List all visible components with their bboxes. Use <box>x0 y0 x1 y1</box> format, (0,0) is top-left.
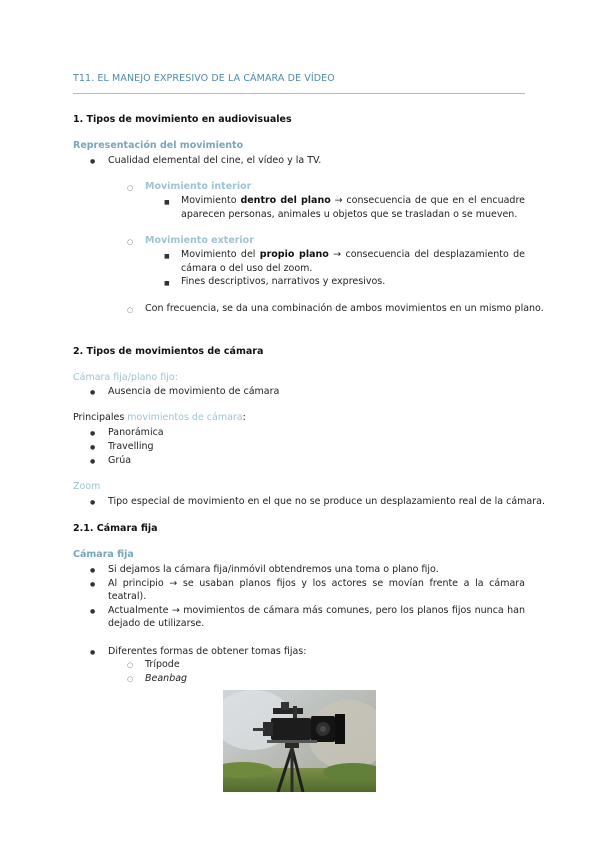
list-item: Panorámica <box>108 427 164 438</box>
bullet-square: ■ <box>164 253 170 260</box>
principales-line: Principales movimientos de cámara: <box>73 412 246 423</box>
list-item-continuation: aparecen personas, animales u objetos que se trasladan o se mueven. <box>181 209 518 220</box>
bullet-circle: ○ <box>127 675 134 683</box>
list-item: Diferentes formas de obtener tomas fijas: <box>108 646 307 657</box>
bullet-circle: ○ <box>127 238 134 246</box>
list-item: Tipo especial de movimiento en el que no se produce un desplazamiento real de la cámara. <box>108 496 545 507</box>
list-item: Al principio → se usaban planos fijos y los actores se movían frente a la cámara <box>108 578 525 589</box>
camera-tripod-photo <box>223 690 376 792</box>
bullet-circle: ○ <box>127 184 134 192</box>
list-item: Con frecuencia, se da una combinación de ambos movimientos en un mismo plano. <box>145 303 544 314</box>
section-2-1-heading: 2.1. Cámara fija <box>73 523 158 534</box>
list-item: Movimiento del propio plano → consecuencia del desplazamiento de <box>181 249 525 260</box>
subheading-camara-fija: Cámara fija <box>73 549 134 560</box>
bullet-dot: ● <box>90 430 96 437</box>
list-item: Trípode <box>145 659 180 670</box>
list-item: Beanbag <box>145 673 188 684</box>
list-item-continuation: teatral). <box>108 591 147 602</box>
subheading-interior: Movimiento interior <box>145 181 252 192</box>
bullet-dot: ● <box>90 581 96 588</box>
subheading-exterior: Movimiento exterior <box>145 235 254 246</box>
bullet-dot: ● <box>90 649 96 656</box>
bullet-dot: ● <box>90 499 96 506</box>
bullet-dot: ● <box>90 444 96 451</box>
section-1-heading: 1. Tipos de movimiento en audiovisuales <box>73 114 292 125</box>
subheading-representacion: Representación del movimiento <box>73 140 244 151</box>
list-item: Fines descriptivos, narrativos y expresivos. <box>181 276 386 287</box>
bullet-dot: ● <box>90 458 96 465</box>
bullet-square: ■ <box>164 199 170 206</box>
bullet-circle: ○ <box>127 306 134 314</box>
subheading-camara-fija-plano: Cámara fija/plano fijo: <box>73 372 178 383</box>
list-item: Ausencia de movimiento de cámara <box>108 386 280 397</box>
list-item: Si dejamos la cámara fija/inmóvil obtendremos una toma o plano fijo. <box>108 564 439 575</box>
list-item: Travelling <box>108 441 154 452</box>
list-item-continuation: cámara o del uso del zoom. <box>181 263 313 274</box>
section-2-heading: 2. Tipos de movimientos de cámara <box>73 346 264 357</box>
bullet-dot: ● <box>90 158 96 165</box>
list-item: Cualidad elemental del cine, el vídeo y la TV. <box>108 155 322 166</box>
list-item: Grúa <box>108 455 132 466</box>
list-item-continuation: dejado de utilizarse. <box>108 618 205 629</box>
bullet-dot: ● <box>90 608 96 615</box>
bullet-circle: ○ <box>127 661 134 669</box>
bullet-dot: ● <box>90 567 96 574</box>
list-item: Movimiento dentro del plano → consecuencia de que en el encuadre <box>181 195 525 206</box>
bullet-dot: ● <box>90 389 96 396</box>
subheading-zoom: Zoom <box>73 481 101 492</box>
page-title: T11. EL MANEJO EXPRESIVO DE LA CÁMARA DE VÍDEO <box>73 73 335 84</box>
bullet-square: ■ <box>164 280 170 287</box>
title-rule <box>73 93 525 94</box>
list-item: Actualmente → movimientos de cámara más comunes, pero los planos fijos nunca han <box>108 605 525 616</box>
